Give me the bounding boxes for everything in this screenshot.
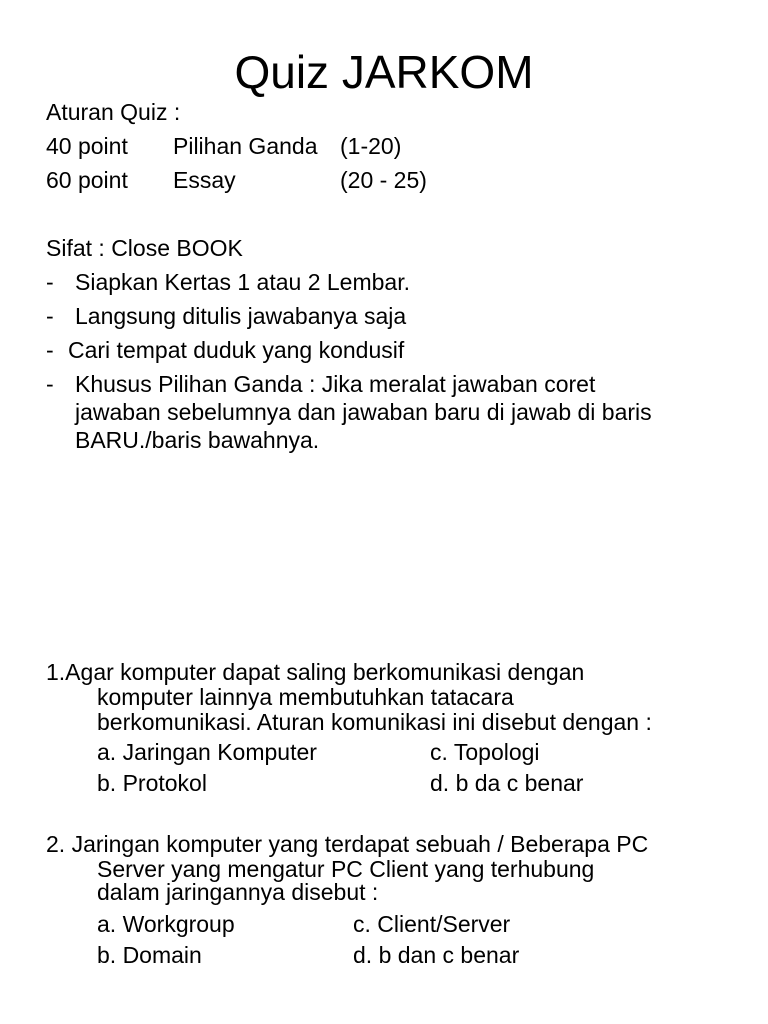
- question-1-option-b: b. Protokol: [97, 770, 207, 796]
- instruction-dash-2: -: [46, 303, 54, 329]
- question-2-option-a: a. Workgroup: [97, 911, 235, 937]
- question-1-option-c: c. Topologi: [430, 739, 540, 765]
- slide-title: Quiz JARKOM: [234, 46, 534, 98]
- question-1-option-a: a. Jaringan Komputer: [97, 739, 317, 765]
- instruction-text-4-line-2: jawaban sebelumnya dan jawaban baru di jawab di baris: [75, 399, 652, 425]
- instruction-text-3: Cari tempat duduk yang kondusif: [68, 337, 405, 363]
- nature-heading: Sifat : Close BOOK: [46, 235, 243, 261]
- instruction-text-4-line-3: BARU./baris bawahnya.: [75, 427, 320, 453]
- instruction-dash-1: -: [46, 269, 54, 295]
- instruction-dash-4: -: [46, 371, 54, 397]
- question-1-option-d: d. b da c benar: [430, 770, 584, 796]
- question-2-stem-line-1: 2. Jaringan komputer yang terdapat sebuah / Beberapa PC: [46, 831, 649, 857]
- instruction-dash-3: -: [46, 337, 54, 363]
- question-1-stem-line-3: berkomunikasi. Aturan komunikasi ini disebut dengan :: [97, 709, 652, 735]
- question-2-stem-line-2: Server yang mengatur PC Client yang terhubung: [97, 856, 595, 882]
- instruction-text-2: Langsung ditulis jawabanya saja: [75, 303, 407, 329]
- instruction-text-4-line-1: Khusus Pilihan Ganda : Jika meralat jawaban coret: [75, 371, 596, 397]
- question-2-option-d: d. b dan c benar: [353, 942, 520, 968]
- score-range-2: (20 - 25): [340, 167, 427, 193]
- question-2-option-b: b. Domain: [97, 942, 202, 968]
- question-1-stem-line-2: komputer lainnya membutuhkan tatacara: [97, 684, 514, 710]
- rules-heading: Aturan Quiz :: [46, 99, 181, 125]
- score-type-2: Essay: [173, 167, 236, 193]
- score-points-2: 60 point: [46, 167, 128, 193]
- question-1-stem-line-1: 1.Agar komputer dapat saling berkomunikasi dengan: [46, 659, 585, 685]
- question-2-option-c: c. Client/Server: [353, 911, 511, 937]
- score-type-1: Pilihan Ganda: [173, 133, 318, 159]
- score-points-1: 40 point: [46, 133, 128, 159]
- score-range-1: (1-20): [340, 133, 402, 159]
- instruction-text-1: Siapkan Kertas 1 atau 2 Lembar.: [75, 269, 410, 295]
- question-2-stem-line-3: dalam jaringannya disebut :: [97, 879, 379, 905]
